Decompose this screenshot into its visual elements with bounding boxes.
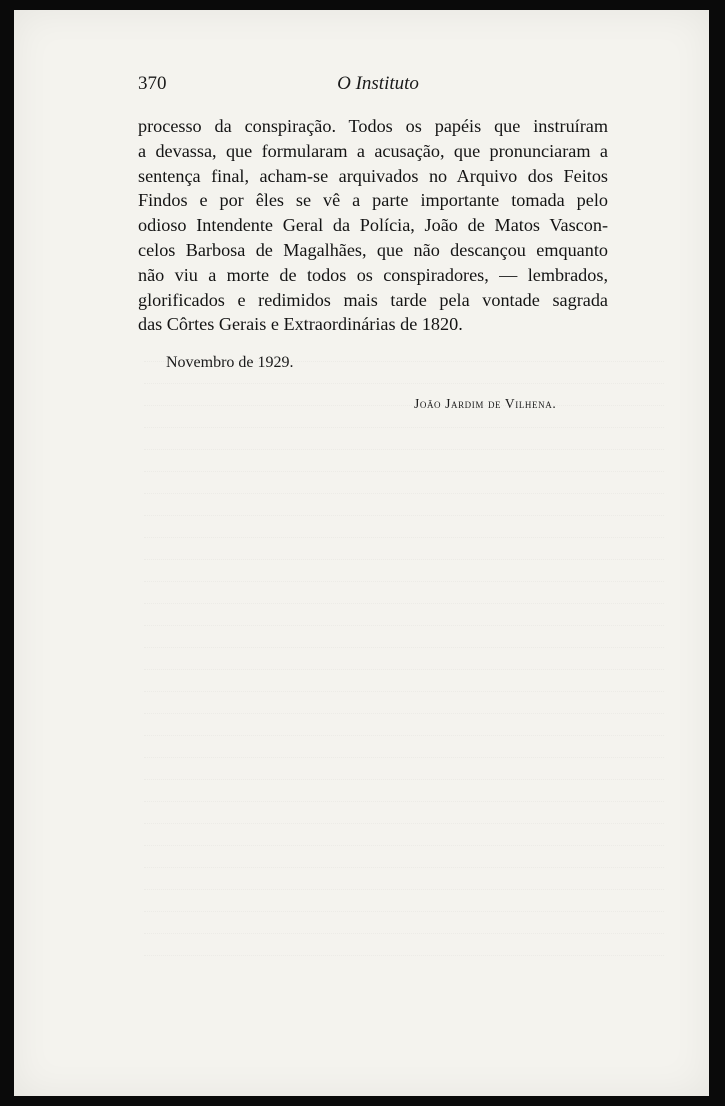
- document-page: [14, 10, 709, 1096]
- text-line: glorificados e redimidos mais tarde pela vontade sagrada: [138, 289, 608, 310]
- text-line: não viu a morte de todos os conspiradores, — lembrados,: [138, 264, 608, 285]
- text-line: das Côrtes Gerais e Extraordinárias de 1820.: [138, 314, 463, 335]
- text-line: odioso Intendente Geral da Polícia, João de Matos Vascon-: [138, 215, 608, 236]
- bleed-through-text: [144, 340, 664, 956]
- journal-title: O Instituto: [337, 73, 419, 94]
- author-signature: João Jardim de Vilhena.: [414, 396, 557, 411]
- text-line: Findos e por êles se vê a parte importante tomada pelo: [138, 190, 608, 211]
- date-line: Novembro de 1929.: [166, 354, 294, 371]
- page-number: 370: [138, 73, 167, 94]
- running-head: [138, 73, 618, 101]
- text-line: sentença final, acham-se arquivados no Arquivo dos Feitos: [138, 165, 608, 186]
- text-line: celos Barbosa de Magalhães, que não descançou emquanto: [138, 239, 608, 260]
- text-line: a devassa, que formularam a acusação, que pronunciaram a: [138, 140, 608, 161]
- body-paragraph: [138, 114, 608, 337]
- text-line: processo da conspiração. Todos os papéis que instruíram: [138, 116, 608, 136]
